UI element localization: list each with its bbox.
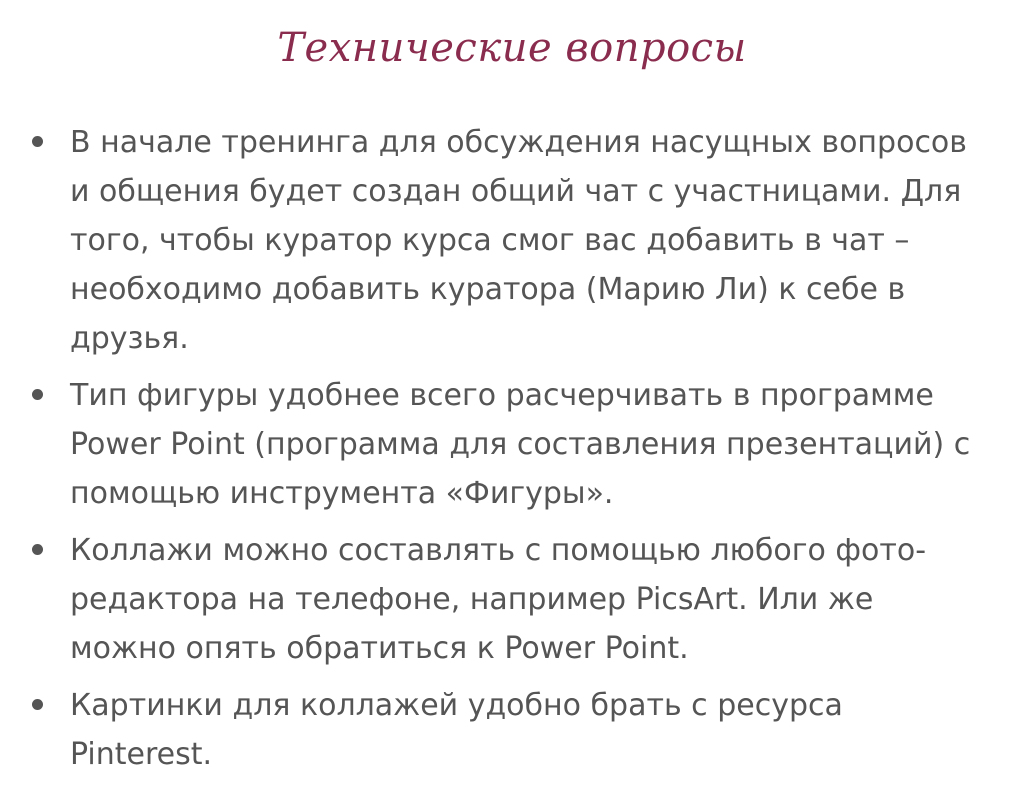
- bullet-item-collages: [28, 526, 988, 673]
- bullet-text: Коллажи можно составлять с помощью любого фото-редактора на телефоне, например PicsArt. Или же можно опять обратиться к Power Point.: [70, 533, 927, 666]
- bullet-text: Картинки для коллажей удобно брать с ресурса Pinterest.: [70, 688, 843, 772]
- bullet-list: [28, 118, 988, 787]
- bullet-item-chat: [28, 118, 988, 363]
- slide-title: Технические вопросы: [277, 25, 747, 71]
- bullet-dot-icon: [32, 544, 43, 555]
- bullet-dot-icon: [32, 699, 43, 710]
- bullet-text: Тип фигуры удобнее всего расчерчивать в программе Power Point (программа для составления презентаций) с помощью инструмента «Фигуры».: [70, 378, 971, 511]
- bullet-text: В начале тренинга для обсуждения насущных вопросов и общения будет создан общий чат с участницами. Для того, чтобы куратор курса смог вас добавить в чат – необходимо добавить куратора (Марию Ли) к себе в друзья.: [70, 125, 967, 356]
- bullet-dot-icon: [32, 136, 43, 147]
- bullet-item-shape-type: [28, 371, 988, 518]
- bullet-item-pictures: [28, 681, 988, 779]
- bullet-dot-icon: [32, 389, 43, 400]
